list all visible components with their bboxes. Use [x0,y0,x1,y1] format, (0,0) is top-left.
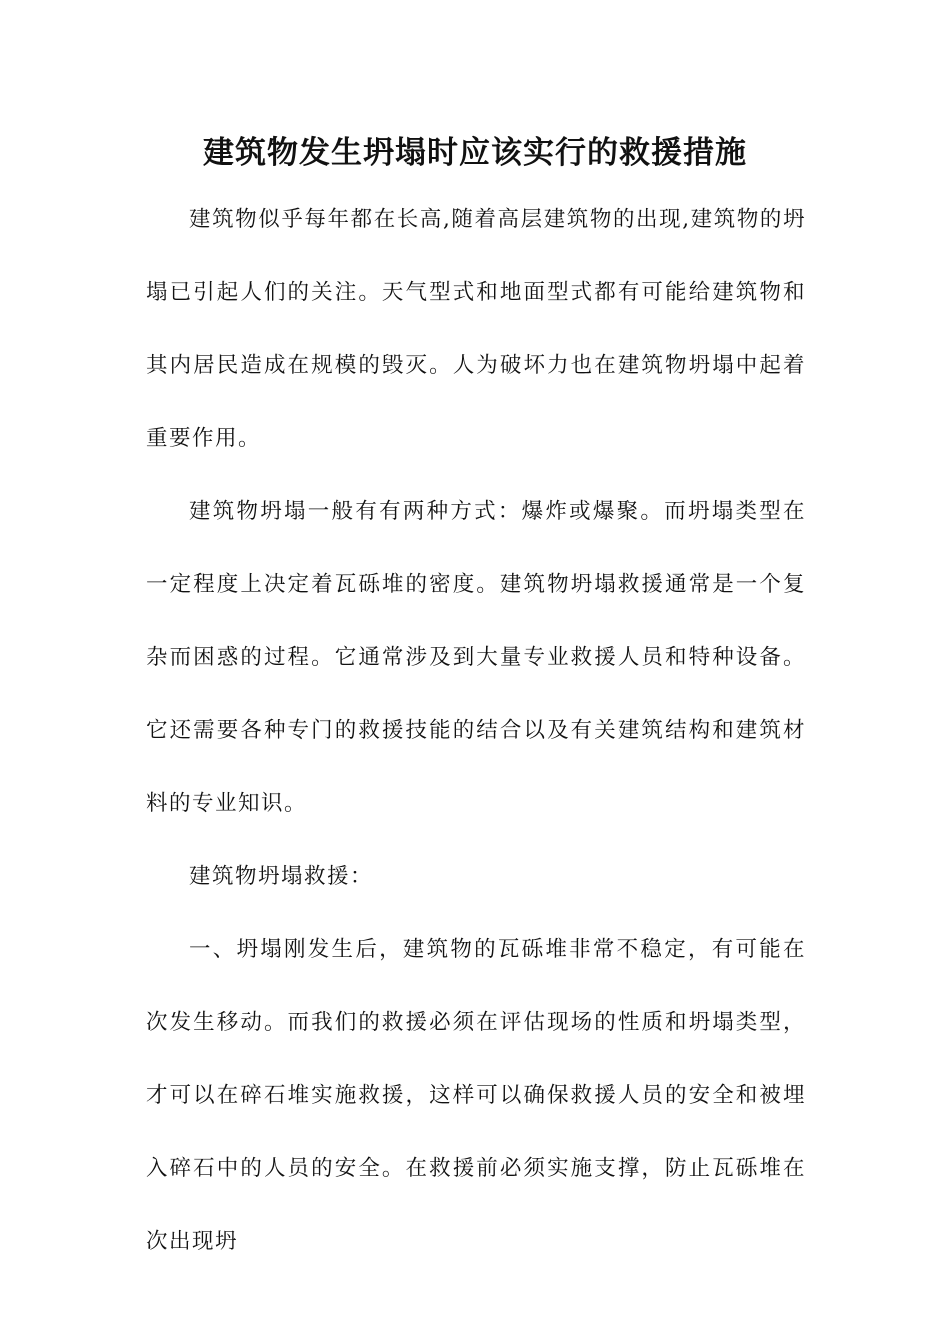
paragraph-intro: 建筑物似乎每年都在长高,随着高层建筑物的出现,建筑物的坍塌已引起人们的关注。天气型式和地面型式都有可能给建筑物和其内居民造成在规模的毁灭。人为破坏力也在建筑物坍塌中起着重要作用。 [146,207,806,451]
document-title: 建筑物发生坍塌时应该实行的救援措施 [203,135,747,171]
document-body [146,183,806,1278]
paragraph-collapse-types: 建筑物坍塌一般有有两种方式：爆炸或爆聚。而坍塌类型在一定程度上决定着瓦砾堆的密度。建筑物坍塌救援通常是一个复杂而困惑的过程。它通常涉及到大量专业救援人员和特种设备。它还需要各种专门的救援技能的结合以及有关建筑结构和建筑材料的专业知识。 [146,499,806,816]
paragraph-rescue-step-1: 一、坍塌刚发生后，建筑物的瓦砾堆非常不稳定，有可能在次发生移动。而我们的救援必须在评估现场的性质和坍塌类型，才可以在碎石堆实施救援，这样可以确保救援人员的安全和被埋入碎石中的人员的安全。在救援前必须实施支撑，防止瓦砾堆在次出现坍 [146,937,806,1254]
paragraph-rescue-heading: 建筑物坍塌救援： [189,864,374,889]
